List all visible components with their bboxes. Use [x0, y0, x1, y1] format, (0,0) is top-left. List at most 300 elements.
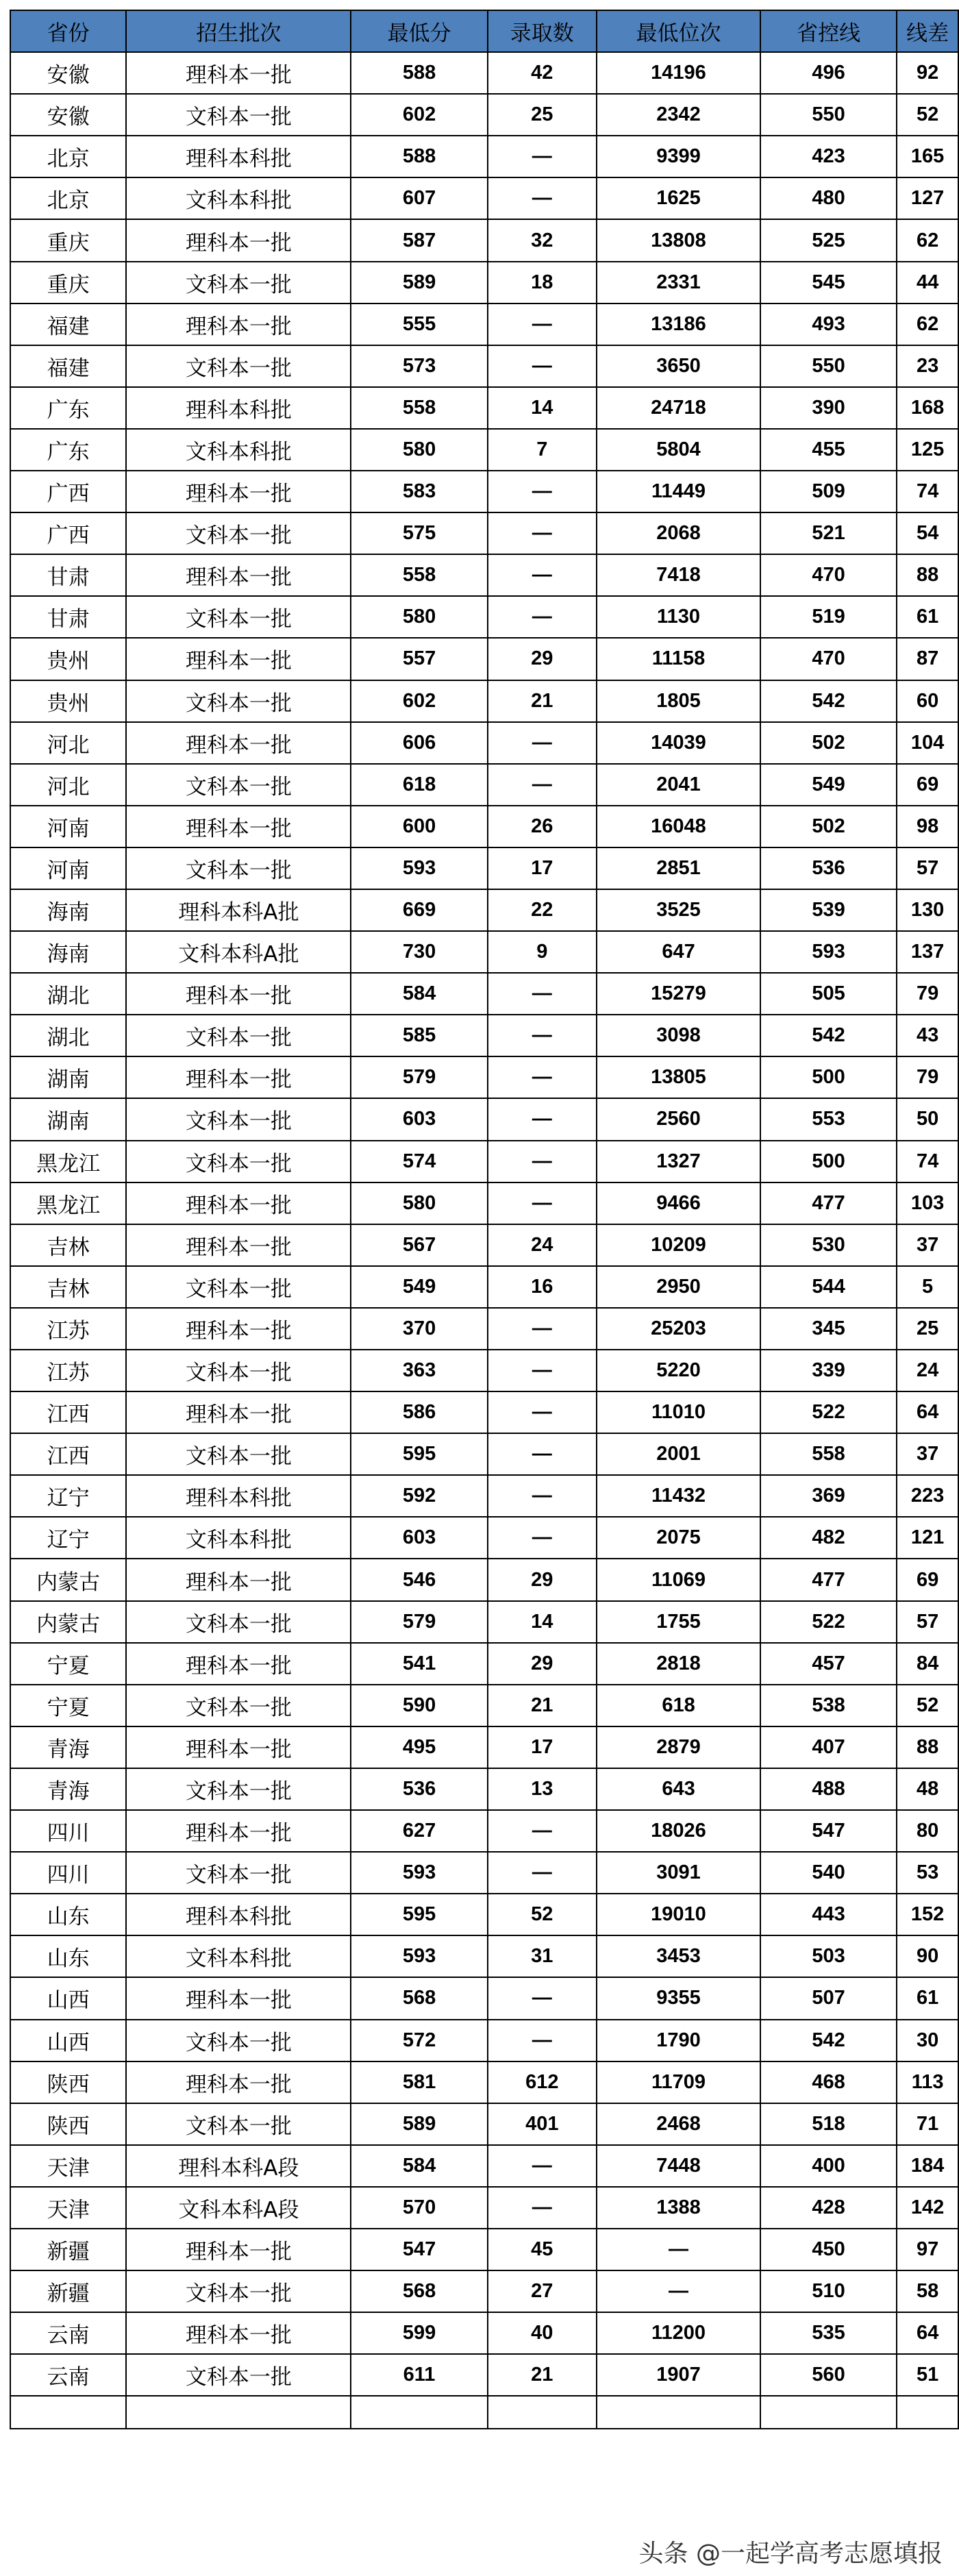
cell-batch: 文科本一批 — [126, 764, 351, 806]
table-row — [10, 596, 958, 638]
cell-batch: 文科本科批 — [126, 1517, 351, 1559]
cell-line-diff: 125 — [897, 429, 958, 471]
cell-batch: 理科本科批 — [126, 136, 351, 177]
cell-min-rank: 2041 — [597, 764, 760, 806]
cell-min-rank: 25203 — [597, 1308, 760, 1350]
cell-control-line: 540 — [760, 1852, 897, 1894]
cell-control-line: 493 — [760, 304, 897, 345]
cell-min-rank: 15279 — [597, 973, 760, 1015]
table-row — [10, 722, 958, 764]
cell-line-diff: 92 — [897, 52, 958, 94]
cell-control-line: 535 — [760, 2312, 897, 2354]
cell-control-line: 468 — [760, 2061, 897, 2103]
table-row — [10, 94, 958, 136]
table-row — [10, 2061, 958, 2103]
cell-control-line: 530 — [760, 1224, 897, 1266]
cell-batch: 理科本一批 — [126, 1977, 351, 2019]
cell-control-line: 443 — [760, 1894, 897, 1935]
table-row — [10, 345, 958, 387]
cell-control-line: 518 — [760, 2103, 897, 2145]
cell-province: 宁夏 — [10, 1685, 126, 1726]
cell-batch: 文科本一批 — [126, 512, 351, 554]
cell-province: 广东 — [10, 429, 126, 471]
watermark-text: 头条 @一起学高考志愿填报 — [635, 2533, 947, 2571]
table-row — [10, 2270, 958, 2312]
cell-min-score: 370 — [351, 1308, 487, 1350]
cell-min-score: 568 — [351, 2270, 487, 2312]
cell-min-rank: 18026 — [597, 1810, 760, 1852]
table-row — [10, 2020, 958, 2061]
cell-province: 吉林 — [10, 1266, 126, 1308]
cell-line-diff: 37 — [897, 1433, 958, 1475]
cell-line-diff: 69 — [897, 1559, 958, 1600]
cell-admitted-count: — — [488, 177, 597, 219]
cell-min-score: 558 — [351, 387, 487, 429]
cell-control-line: 488 — [760, 1768, 897, 1810]
cell-min-rank: 2468 — [597, 2103, 760, 2145]
cell-province: 贵州 — [10, 638, 126, 680]
cell-min-rank: 24718 — [597, 387, 760, 429]
cell-province: 天津 — [10, 2145, 126, 2187]
cell-batch: 文科本一批 — [126, 262, 351, 304]
cell-province: 河北 — [10, 764, 126, 806]
cell-batch: 理科本一批 — [126, 2061, 351, 2103]
cell-min-rank: 7418 — [597, 554, 760, 596]
cell-control-line: 522 — [760, 1391, 897, 1433]
cell-min-rank: — — [597, 2270, 760, 2312]
cell-admitted-count: 29 — [488, 1559, 597, 1600]
cell-batch: 文科本一批 — [126, 1266, 351, 1308]
table-row — [10, 1391, 958, 1433]
cell-control-line: 496 — [760, 52, 897, 94]
cell-province: 山西 — [10, 2020, 126, 2061]
table-row — [10, 2229, 958, 2270]
cell-line-diff: 57 — [897, 847, 958, 889]
cell-province: 青海 — [10, 1768, 126, 1810]
cell-province: 山东 — [10, 1894, 126, 1935]
cell-min-score: 607 — [351, 177, 487, 219]
cell-admitted-count: — — [488, 973, 597, 1015]
cell-admitted-count: 52 — [488, 1894, 597, 1935]
cell-line-diff: 5 — [897, 1266, 958, 1308]
cell-min-score: 588 — [351, 52, 487, 94]
cell-min-score: 581 — [351, 2061, 487, 2103]
cell-min-rank: 19010 — [597, 1894, 760, 1935]
cell-control-line: 545 — [760, 262, 897, 304]
cell-min-score: 495 — [351, 1726, 487, 1768]
cell-batch: 文科本一批 — [126, 1852, 351, 1894]
cell-line-diff: 71 — [897, 2103, 958, 2145]
cell-min-rank: 2001 — [597, 1433, 760, 1475]
cell-min-score: 547 — [351, 2229, 487, 2270]
cell-admitted-count: — — [488, 722, 597, 764]
cell-min-rank: 13186 — [597, 304, 760, 345]
cell-empty — [351, 2396, 487, 2429]
cell-admitted-count: 17 — [488, 1726, 597, 1768]
cell-batch: 理科本一批 — [126, 52, 351, 94]
cell-batch: 文科本一批 — [126, 1015, 351, 1056]
cell-min-rank: 1388 — [597, 2187, 760, 2229]
cell-control-line: 502 — [760, 806, 897, 847]
cell-control-line: 549 — [760, 764, 897, 806]
header-batch: 招生批次 — [126, 10, 351, 52]
table-row — [10, 680, 958, 722]
cell-admitted-count: 21 — [488, 680, 597, 722]
cell-min-score: 599 — [351, 2312, 487, 2354]
cell-batch: 理科本一批 — [126, 973, 351, 1015]
cell-min-rank: 2068 — [597, 512, 760, 554]
cell-line-diff: 79 — [897, 1056, 958, 1098]
cell-admitted-count: — — [488, 1475, 597, 1517]
cell-control-line: 550 — [760, 345, 897, 387]
cell-min-rank: 2560 — [597, 1098, 760, 1140]
cell-province: 辽宁 — [10, 1475, 126, 1517]
cell-province: 山东 — [10, 1935, 126, 1977]
table-row — [10, 1182, 958, 1224]
cell-province: 福建 — [10, 345, 126, 387]
cell-control-line: 519 — [760, 596, 897, 638]
cell-province: 江苏 — [10, 1350, 126, 1391]
cell-batch: 理科本一批 — [126, 2312, 351, 2354]
cell-province: 广西 — [10, 512, 126, 554]
cell-province: 江西 — [10, 1391, 126, 1433]
header-min-rank: 最低位次 — [597, 10, 760, 52]
table-row — [10, 1894, 958, 1935]
cell-min-score: 567 — [351, 1224, 487, 1266]
cell-admitted-count: — — [488, 1810, 597, 1852]
cell-admitted-count: — — [488, 1098, 597, 1140]
cell-batch: 文科本一批 — [126, 94, 351, 136]
cell-min-rank: 618 — [597, 1685, 760, 1726]
cell-admitted-count: 18 — [488, 262, 597, 304]
table-row — [10, 1224, 958, 1266]
cell-control-line: 480 — [760, 177, 897, 219]
cell-batch: 文科本一批 — [126, 345, 351, 387]
cell-admitted-count: — — [488, 1391, 597, 1433]
cell-province: 甘肃 — [10, 554, 126, 596]
cell-line-diff: 223 — [897, 1475, 958, 1517]
cell-admitted-count: — — [488, 764, 597, 806]
cell-min-rank: 9399 — [597, 136, 760, 177]
cell-admitted-count: 25 — [488, 94, 597, 136]
cell-line-diff: 62 — [897, 219, 958, 261]
cell-batch: 理科本科批 — [126, 387, 351, 429]
cell-min-score: 579 — [351, 1056, 487, 1098]
cell-batch: 文科本科批 — [126, 177, 351, 219]
cell-province: 贵州 — [10, 680, 126, 722]
cell-admitted-count: — — [488, 1141, 597, 1182]
cell-line-diff: 53 — [897, 1852, 958, 1894]
cell-batch: 理科本一批 — [126, 2229, 351, 2270]
table-row — [10, 52, 958, 94]
cell-min-score: 592 — [351, 1475, 487, 1517]
cell-min-rank: 11010 — [597, 1391, 760, 1433]
cell-line-diff: 74 — [897, 1141, 958, 1182]
cell-min-score: 572 — [351, 2020, 487, 2061]
table-row — [10, 1601, 958, 1643]
cell-line-diff: 52 — [897, 1685, 958, 1726]
cell-province: 重庆 — [10, 219, 126, 261]
cell-admitted-count: — — [488, 1308, 597, 1350]
table-row — [10, 1056, 958, 1098]
cell-min-score: 602 — [351, 680, 487, 722]
cell-admitted-count: 32 — [488, 219, 597, 261]
cell-line-diff: 51 — [897, 2354, 958, 2396]
cell-line-diff: 165 — [897, 136, 958, 177]
cell-control-line: 544 — [760, 1266, 897, 1308]
cell-control-line: 509 — [760, 471, 897, 512]
table-row — [10, 1266, 958, 1308]
cell-line-diff: 37 — [897, 1224, 958, 1266]
cell-batch: 文科本科A批 — [126, 931, 351, 973]
cell-batch: 理科本科批 — [126, 1475, 351, 1517]
table-row — [10, 471, 958, 512]
cell-control-line: 538 — [760, 1685, 897, 1726]
cell-control-line: 477 — [760, 1182, 897, 1224]
cell-min-score: 568 — [351, 1977, 487, 2019]
cell-province: 云南 — [10, 2354, 126, 2396]
cell-admitted-count: — — [488, 304, 597, 345]
cell-min-score: 584 — [351, 2145, 487, 2187]
cell-min-rank: 9466 — [597, 1182, 760, 1224]
cell-control-line: 500 — [760, 1141, 897, 1182]
table-row — [10, 2145, 958, 2187]
cell-province: 福建 — [10, 304, 126, 345]
cell-batch: 文科本一批 — [126, 1768, 351, 1810]
cell-province: 江苏 — [10, 1308, 126, 1350]
cell-min-rank: 1790 — [597, 2020, 760, 2061]
table-row — [10, 219, 958, 261]
cell-control-line: 547 — [760, 1810, 897, 1852]
cell-line-diff: 64 — [897, 2312, 958, 2354]
cell-min-score: 585 — [351, 1015, 487, 1056]
cell-min-score: 573 — [351, 345, 487, 387]
cell-control-line: 507 — [760, 1977, 897, 2019]
cell-admitted-count: 24 — [488, 1224, 597, 1266]
cell-line-diff: 54 — [897, 512, 958, 554]
cell-min-score: 555 — [351, 304, 487, 345]
table-row — [10, 262, 958, 304]
cell-min-score: 583 — [351, 471, 487, 512]
cell-admitted-count: — — [488, 2187, 597, 2229]
cell-line-diff: 52 — [897, 94, 958, 136]
cell-min-score: 603 — [351, 1517, 487, 1559]
table-row — [10, 1977, 958, 2019]
cell-admitted-count: 40 — [488, 2312, 597, 2354]
cell-min-score: 627 — [351, 1810, 487, 1852]
cell-line-diff: 90 — [897, 1935, 958, 1977]
cell-batch: 理科本一批 — [126, 1559, 351, 1600]
cell-min-rank: 14196 — [597, 52, 760, 94]
cell-admitted-count: — — [488, 2145, 597, 2187]
cell-line-diff: 152 — [897, 1894, 958, 1935]
cell-batch: 理科本一批 — [126, 638, 351, 680]
cell-min-rank: 2818 — [597, 1643, 760, 1685]
cell-min-rank: 1907 — [597, 2354, 760, 2396]
table-row — [10, 889, 958, 931]
cell-batch: 理科本一批 — [126, 219, 351, 261]
table-row — [10, 136, 958, 177]
cell-min-rank: 13805 — [597, 1056, 760, 1098]
cell-min-rank: 11069 — [597, 1559, 760, 1600]
cell-admitted-count: 17 — [488, 847, 597, 889]
cell-min-rank: 2075 — [597, 1517, 760, 1559]
cell-admitted-count: 21 — [488, 1685, 597, 1726]
cell-min-score: 580 — [351, 1182, 487, 1224]
cell-line-diff: 103 — [897, 1182, 958, 1224]
cell-min-rank: 16048 — [597, 806, 760, 847]
cell-min-rank: 10209 — [597, 1224, 760, 1266]
cell-control-line: 542 — [760, 1015, 897, 1056]
admission-score-table — [10, 10, 959, 2429]
cell-admitted-count: 16 — [488, 1266, 597, 1308]
cell-min-rank: 1327 — [597, 1141, 760, 1182]
cell-control-line: 536 — [760, 847, 897, 889]
cell-min-rank: 643 — [597, 1768, 760, 1810]
cell-control-line: 525 — [760, 219, 897, 261]
cell-control-line: 539 — [760, 889, 897, 931]
cell-empty — [897, 2396, 958, 2429]
cell-admitted-count: 14 — [488, 387, 597, 429]
cell-control-line: 400 — [760, 2145, 897, 2187]
cell-province: 陕西 — [10, 2061, 126, 2103]
cell-batch: 理科本一批 — [126, 304, 351, 345]
cell-batch: 文科本一批 — [126, 1098, 351, 1140]
cell-min-score: 579 — [351, 1601, 487, 1643]
cell-line-diff: 50 — [897, 1098, 958, 1140]
cell-control-line: 522 — [760, 1601, 897, 1643]
cell-min-score: 611 — [351, 2354, 487, 2396]
cell-admitted-count: 14 — [488, 1601, 597, 1643]
header-control-line: 省控线 — [760, 10, 897, 52]
cell-empty — [10, 2396, 126, 2429]
table-row — [10, 1098, 958, 1140]
cell-empty — [760, 2396, 897, 2429]
table-row — [10, 1475, 958, 1517]
cell-min-score: 363 — [351, 1350, 487, 1391]
cell-line-diff: 130 — [897, 889, 958, 931]
cell-admitted-count: — — [488, 1852, 597, 1894]
cell-min-rank: 13808 — [597, 219, 760, 261]
cell-admitted-count: 401 — [488, 2103, 597, 2145]
cell-line-diff: 98 — [897, 806, 958, 847]
table-row — [10, 1559, 958, 1600]
cell-control-line: 553 — [760, 1098, 897, 1140]
cell-admitted-count: 45 — [488, 2229, 597, 2270]
cell-admitted-count: — — [488, 471, 597, 512]
cell-control-line: 407 — [760, 1726, 897, 1768]
cell-province: 内蒙古 — [10, 1559, 126, 1600]
cell-admitted-count: — — [488, 554, 597, 596]
cell-min-score: 606 — [351, 722, 487, 764]
cell-province: 青海 — [10, 1726, 126, 1768]
cell-control-line: 500 — [760, 1056, 897, 1098]
header-admitted-count: 录取数 — [488, 10, 597, 52]
cell-min-rank: 2331 — [597, 262, 760, 304]
cell-min-score: 580 — [351, 596, 487, 638]
cell-min-rank: 11709 — [597, 2061, 760, 2103]
cell-admitted-count: 21 — [488, 2354, 597, 2396]
cell-batch: 理科本一批 — [126, 1056, 351, 1098]
cell-admitted-count: 22 — [488, 889, 597, 931]
cell-min-score: 600 — [351, 806, 487, 847]
cell-min-rank: 3098 — [597, 1015, 760, 1056]
cell-min-score: 541 — [351, 1643, 487, 1685]
table-row — [10, 1015, 958, 1056]
cell-province: 江西 — [10, 1433, 126, 1475]
table-row — [10, 177, 958, 219]
cell-batch: 理科本一批 — [126, 1391, 351, 1433]
cell-min-score: 589 — [351, 262, 487, 304]
table-row — [10, 2354, 958, 2396]
cell-province: 海南 — [10, 931, 126, 973]
cell-admitted-count: — — [488, 1350, 597, 1391]
cell-min-score: 575 — [351, 512, 487, 554]
table-row — [10, 1141, 958, 1182]
cell-batch: 理科本一批 — [126, 1643, 351, 1685]
table-row — [10, 1643, 958, 1685]
header-province: 省份 — [10, 10, 126, 52]
table-header — [10, 10, 958, 52]
cell-batch: 文科本一批 — [126, 680, 351, 722]
cell-control-line: 502 — [760, 722, 897, 764]
cell-min-rank: 2879 — [597, 1726, 760, 1768]
cell-line-diff: 23 — [897, 345, 958, 387]
cell-province: 河南 — [10, 847, 126, 889]
cell-min-rank: 1130 — [597, 596, 760, 638]
cell-admitted-count: — — [488, 345, 597, 387]
cell-admitted-count: — — [488, 1433, 597, 1475]
cell-batch: 理科本一批 — [126, 1810, 351, 1852]
cell-control-line: 390 — [760, 387, 897, 429]
cell-admitted-count: 13 — [488, 1768, 597, 1810]
cell-min-rank: 3650 — [597, 345, 760, 387]
cell-admitted-count: — — [488, 1517, 597, 1559]
cell-line-diff: 121 — [897, 1517, 958, 1559]
cell-province: 湖南 — [10, 1056, 126, 1098]
cell-line-diff: 88 — [897, 1726, 958, 1768]
cell-batch: 文科本一批 — [126, 1141, 351, 1182]
cell-province: 新疆 — [10, 2270, 126, 2312]
cell-line-diff: 60 — [897, 680, 958, 722]
cell-control-line: 457 — [760, 1643, 897, 1685]
cell-province: 湖南 — [10, 1098, 126, 1140]
cell-min-rank: 2342 — [597, 94, 760, 136]
cell-admitted-count: 27 — [488, 2270, 597, 2312]
cell-min-score: 593 — [351, 1852, 487, 1894]
cell-min-rank: 14039 — [597, 722, 760, 764]
cell-min-rank: 3525 — [597, 889, 760, 931]
header-row — [10, 10, 958, 52]
cell-line-diff: 62 — [897, 304, 958, 345]
cell-min-rank: 1805 — [597, 680, 760, 722]
cell-min-rank: 2950 — [597, 1266, 760, 1308]
cell-province: 安徽 — [10, 94, 126, 136]
cell-control-line: 428 — [760, 2187, 897, 2229]
cell-admitted-count: — — [488, 1056, 597, 1098]
table-row — [10, 1935, 958, 1977]
cell-province: 海南 — [10, 889, 126, 931]
cell-line-diff: 104 — [897, 722, 958, 764]
cell-min-score: 588 — [351, 136, 487, 177]
cell-line-diff: 61 — [897, 596, 958, 638]
cell-control-line: 510 — [760, 2270, 897, 2312]
table-row — [10, 638, 958, 680]
cell-batch: 理科本一批 — [126, 722, 351, 764]
table-row — [10, 1350, 958, 1391]
cell-batch: 理科本一批 — [126, 1308, 351, 1350]
cell-admitted-count: 31 — [488, 1935, 597, 1977]
